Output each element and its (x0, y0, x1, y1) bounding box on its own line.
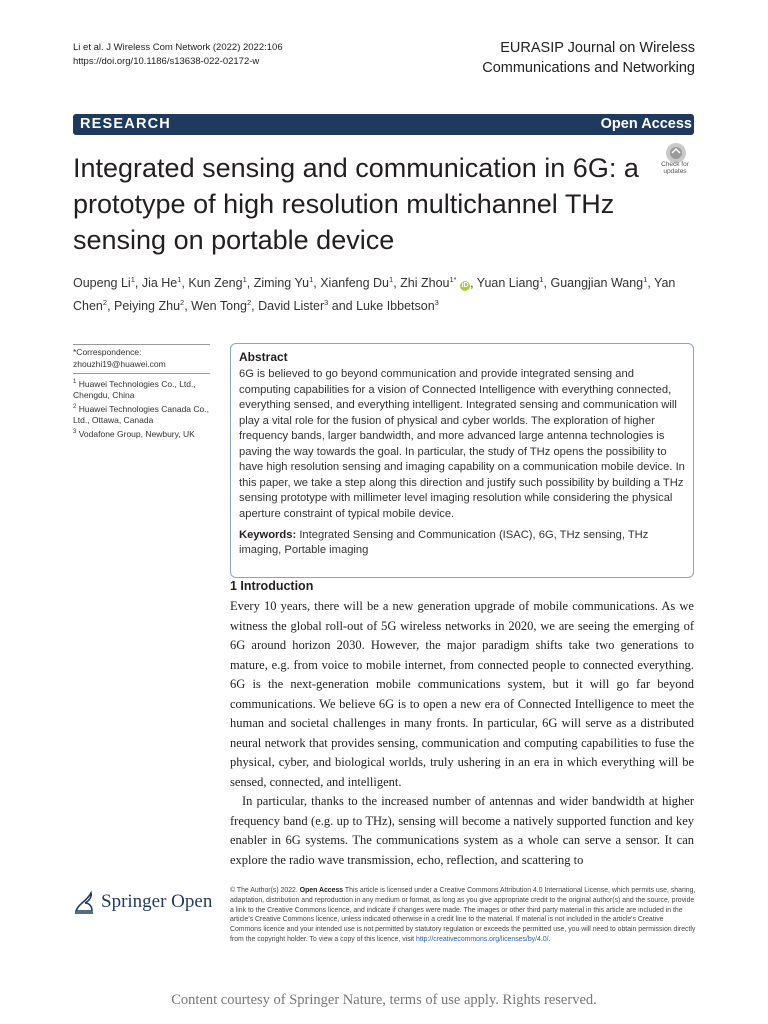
license-text: © The Author(s) 2022. Open Access This article is licensed under a Creative Commons Attribution 4.0 International License, which permits use, sharing, adaptation, distribution and reproduction in any medium or format, as long as you give appropriate credit to the original author(s) and the source, provide a link to the Creative Commons licence, and indicate if changes were made. The images or other third party material in this article are included in the article's Creative Commons licence, unless indicated otherwise in a credit line to the material. If material is not included in the article's Creative Commons licence and your intended use is not permitted by statutory regulation or exceeds the permitted use, you will need to obtain permission directly from the copyright holder. To view a copy of this licence, visit http://creativecommons.org/licenses/by/4.0/. (230, 887, 696, 943)
affiliations-sidebar (73, 344, 210, 440)
affiliation-item: $^1$ Huawei Technologies Co., Ltd., Chengdu, China (73, 378, 196, 401)
citation: Li et al. J Wireless Com Network (2022) 2022:106 (73, 42, 283, 53)
affiliation-item: $^2$ Huawei Technologies Canada Co., Ltd., Ottawa, Canada (73, 403, 209, 426)
check-for-updates-label[interactable]: Check for updates (661, 161, 689, 175)
section-label: RESEARCH (80, 116, 171, 132)
journal-name (482, 38, 695, 78)
keywords (239, 528, 685, 558)
introduction-body (230, 597, 694, 870)
author-name[interactable]: Guangjian Wang$^1$ (550, 275, 648, 291)
license-link[interactable]: http://creativecommons.org/licenses/by/4.0/ (416, 935, 549, 943)
abstract-text: 6G is believed to go beyond communication and provide integrated sensing and computing capabilities for a vision of Connected Intelligence with everything connected, everything sensed, and everything intelligent. Integrated sensing and communication will play a vital role for the fusion of physical and cyber worlds. The exploration of higher frequency bands, larger bandwidth, and more advanced large antenna technologies is paving the way towards the goal. In particular, the study of THz opens the possibility to have high resolution sensing and imaging capability on a communication mobile device. In this paper, we take a step along this direction and justify such possibility by building a THz sensing prototype with millimeter level imaging resolution while considering the physical aperture constraint of typical mobile device. (239, 368, 685, 520)
paragraph: In particular, thanks to the increased number of antennas and wider bandwidth at higher frequency band (e.g. up to THz), sensing will become a natively supported function and key enabler in 6G systems. The communications system as a whole can serve a sensor. It can explore the radio wave transmission, echo, reflection, and scattering to (230, 794, 694, 867)
keywords-text: Integrated Sensing and Communication (ISAC), 6G, THz sensing, THz imaging, Portable imaging (239, 529, 649, 556)
author-name[interactable]: David Lister$^3$ (258, 298, 329, 314)
affiliation-item: $^3$ Vodafone Group, Newbury, UK (73, 428, 195, 439)
article-title: Integrated sensing and communication in 6G: a prototype of high resolution multichannel THz sensing on portable device (73, 153, 639, 255)
abstract-heading: Abstract (239, 350, 288, 364)
open-access-label: Open Access (600, 116, 692, 132)
divider (73, 344, 210, 345)
author-list: Oupeng Li$^1$, Jia He$^1$, Kun Zeng$^1$, Ziming Yu$^1$, Xianfeng Du$^1$, Zhi Zhou$^{1*}$ iD , Yuan Liang$^1$, Guangjian Wang$^1$, Yan Chen$^2$, Peiying Zhu$^2$, Wen Tong$^2$, David Lister$^3$ and Luke Ibbetson$^3$ (73, 275, 676, 314)
running-header (73, 41, 283, 69)
author-name[interactable]: Luke Ibbetson$^3$ (356, 298, 439, 314)
journal-name-line2: Communications and Networking (482, 60, 695, 76)
author-name[interactable]: Peiying Zhu$^2$ (114, 298, 185, 314)
author-name[interactable]: Xianfeng Du$^1$ (320, 275, 394, 291)
author-name[interactable]: Jia He$^1$ (141, 275, 182, 291)
footer-notice: Content courtesy of Springer Nature, terms of use apply. Rights reserved. (171, 992, 597, 1008)
orcid-icon[interactable]: iD (461, 282, 469, 290)
author-name[interactable]: Zhi Zhou$^{1*}$ (400, 275, 457, 291)
author-name[interactable]: Yuan Liang$^1$ (476, 275, 544, 291)
correspondence-label: *Correspondence: (73, 347, 142, 357)
journal-name-line1: EURASIP Journal on Wireless (500, 40, 695, 56)
author-name[interactable]: Yan Chen$^2$ (73, 276, 676, 314)
author-name[interactable]: Wen Tong$^2$ (191, 298, 252, 314)
correspondence-email[interactable]: zhouzhi19@huawei.com (73, 358, 166, 369)
abstract-box (230, 343, 694, 578)
author-name[interactable]: Ziming Yu$^1$ (253, 275, 314, 291)
author-name[interactable]: Kun Zeng$^1$ (188, 275, 247, 291)
author-name[interactable]: Oupeng Li$^1$ (73, 275, 135, 291)
logo-text: Springer Open (101, 891, 213, 912)
divider (73, 373, 210, 374)
springer-horse-icon (73, 889, 95, 915)
doi-link[interactable]: https://doi.org/10.1186/s13638-022-02172-w (73, 56, 260, 67)
keywords-label: Keywords: (239, 529, 297, 541)
paragraph: Every 10 years, there will be a new generation upgrade of mobile communications. As we witness the global roll-out of 5G wireless networks in 2020, we are seeing the emerging of 6G around horizon 2030. However, the major paradigm shifts take two generations to mature, e.g. from voice to mobile internet, from connected people to connected everything. 6G is the next-generation mobile communications system, but it will go far beyond communications. We believe 6G is to open a new era of Connected Intelligence to meet the human and societal challenges in many fronts. In particular, 6G will serve as a distributed neural network that provides sensing, communication and computing capabilities to fuse the physical, cyber, and biological worlds, truly ushering in an era in which everything will be sensed, connected, and intelligent. (230, 599, 694, 789)
section-heading-introduction: 1 Introduction (230, 579, 314, 593)
